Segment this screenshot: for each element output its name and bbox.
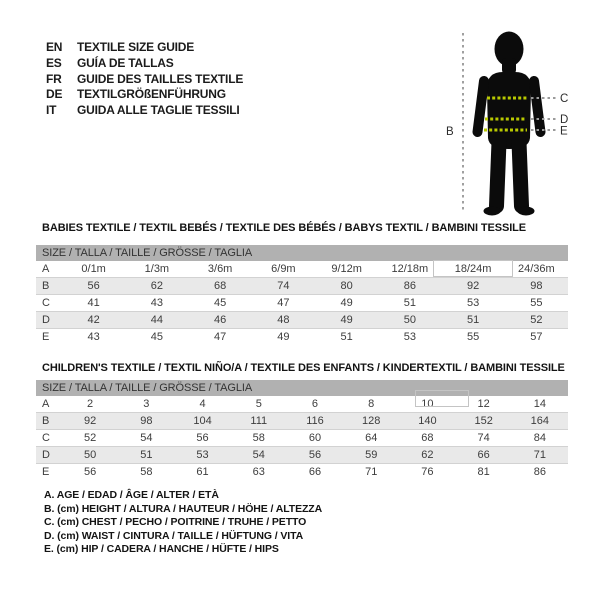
size-value: 66 <box>477 449 490 461</box>
table-row <box>36 429 568 446</box>
size-value: 47 <box>214 331 227 343</box>
size-value: 86 <box>533 466 546 478</box>
size-value: 57 <box>530 331 543 343</box>
size-value: 24/36m <box>518 263 555 275</box>
size-value: 98 <box>140 415 153 427</box>
size-value: 9/12m <box>331 263 362 275</box>
size-value: 51 <box>140 449 153 461</box>
size-value: 56 <box>196 432 209 444</box>
size-value: 59 <box>365 449 378 461</box>
size-value: 43 <box>87 331 100 343</box>
size-value: 4 <box>199 398 206 410</box>
size-value: 12/18m <box>391 263 429 275</box>
language-code: ES <box>46 55 62 70</box>
size-value: 60 <box>308 432 322 444</box>
language-code: IT <box>46 103 57 118</box>
size-value: 1/3m <box>144 263 170 275</box>
size-value: 58 <box>140 466 153 478</box>
table-row <box>36 328 568 345</box>
size-value: 71 <box>533 449 546 461</box>
size-value: 52 <box>530 314 543 326</box>
row-letter: C <box>42 432 50 444</box>
children-size-table <box>36 380 568 480</box>
table-row <box>36 412 568 429</box>
legend-line-age: A. AGE / EDAD / ÂGE / ALTER / ETÀ <box>44 489 219 501</box>
figure-label-waist: D <box>560 114 569 126</box>
language-row <box>46 40 243 56</box>
size-value: 54 <box>252 449 265 461</box>
size-header-band: SIZE / TALLA / TAILLE / GRÖSSE / TAGLIA <box>36 245 568 261</box>
size-value: 56 <box>83 466 97 478</box>
size-value: 51 <box>467 314 480 326</box>
size-value: 6/9m <box>271 263 296 275</box>
size-value: 18/24m <box>454 263 492 275</box>
size-value: 46 <box>214 314 227 326</box>
size-value: 53 <box>467 297 480 309</box>
row-letter: E <box>42 466 50 478</box>
size-value: 92 <box>83 415 97 427</box>
size-value: 51 <box>340 331 353 343</box>
size-value: 44 <box>150 314 163 326</box>
language-row <box>46 103 243 119</box>
table-row <box>36 396 568 412</box>
size-value: 63 <box>252 466 265 478</box>
table-row <box>36 463 568 480</box>
language-code: EN <box>46 40 63 54</box>
size-value: 56 <box>308 449 322 461</box>
babies-table-title: BABIES TEXTILE / TEXTIL BEBÉS / TEXTILE DES BÉBÉS / BABYS TEXTIL / BAMBINI TESSILE <box>42 222 527 234</box>
size-value: 81 <box>477 466 490 478</box>
size-value: 45 <box>214 297 227 309</box>
size-value: 45 <box>150 331 163 343</box>
row-letter: B <box>42 415 50 427</box>
measurement-legend <box>44 489 322 557</box>
size-value: 54 <box>140 432 153 444</box>
size-value: 50 <box>83 449 97 461</box>
size-header-band: SIZE / TALLA / TAILLE / GRÖSSE / TAGLIA <box>36 380 568 396</box>
size-value: 3/6m <box>207 263 233 275</box>
size-value: 53 <box>403 331 416 343</box>
size-value: 61 <box>196 466 209 478</box>
size-value: 43 <box>150 297 163 309</box>
size-value: 48 <box>277 314 290 326</box>
size-value: 111 <box>250 415 268 427</box>
language-row <box>46 87 243 103</box>
legend-line-chest: C. (cm) CHEST / PECHO / POITRINE / TRUHE / PETTO <box>44 516 307 528</box>
size-value: 6 <box>311 398 319 410</box>
size-value: 68 <box>214 280 227 292</box>
size-value: 66 <box>308 466 322 478</box>
legend-line-waist: D. (cm) WAIST / CINTURA / TAILLE / HÜFTUNG / VITA <box>44 529 304 542</box>
size-value: 51 <box>403 297 416 309</box>
size-value: 5 <box>255 398 262 410</box>
size-value: 52 <box>83 432 97 444</box>
row-letter: D <box>42 314 50 326</box>
size-value: 86 <box>403 280 416 292</box>
cell-selection-box-babies <box>433 260 513 277</box>
size-value: 49 <box>340 297 353 309</box>
language-row <box>46 72 243 88</box>
size-value: 42 <box>87 314 100 326</box>
figure-label-hip: E <box>560 125 568 138</box>
size-value: 68 <box>421 432 434 444</box>
size-value: 74 <box>477 432 490 444</box>
size-value: 104 <box>193 415 212 427</box>
size-value: 128 <box>362 415 381 427</box>
size-value: 50 <box>403 314 416 326</box>
size-value: 3 <box>143 398 150 410</box>
size-value: 76 <box>421 466 434 478</box>
language-code: DE <box>46 87 63 102</box>
child-measurement-figure <box>430 20 590 225</box>
language-title: GUÍA DE TALLAS <box>77 55 174 70</box>
size-value: 8 <box>368 398 375 410</box>
size-value: 71 <box>365 466 378 478</box>
legend-line-hip: E. (cm) HIP / CADERA / HANCHE / HÜFTE / HIPS <box>44 543 279 555</box>
size-value: 74 <box>277 280 290 292</box>
language-code: FR <box>46 71 62 86</box>
language-title-list <box>46 40 243 119</box>
size-value: 98 <box>530 280 543 292</box>
size-value: 53 <box>196 449 209 461</box>
table-row <box>36 294 568 311</box>
size-value: 10 <box>421 398 434 410</box>
size-value: 152 <box>474 415 493 427</box>
size-value: 62 <box>150 280 163 292</box>
table-row <box>36 446 568 463</box>
size-value: 49 <box>340 314 353 326</box>
legend-line-height: B. (cm) HEIGHT / ALTURA / HAUTEUR / HÖHE / ALTEZZA <box>44 502 323 515</box>
language-row <box>46 56 243 72</box>
table-row <box>36 277 568 294</box>
figure-label-height: B <box>446 126 454 138</box>
size-value: 58 <box>252 432 265 444</box>
size-value: 64 <box>365 432 378 444</box>
size-value: 92 <box>467 280 480 292</box>
size-value: 41 <box>87 297 100 309</box>
size-value: 12 <box>477 398 490 410</box>
size-value: 2 <box>87 398 94 410</box>
size-value: 49 <box>277 331 290 343</box>
size-value: 84 <box>533 432 546 444</box>
size-value: 0/1m <box>81 263 106 275</box>
row-letter: A <box>42 263 50 275</box>
children-table-title: CHILDREN'S TEXTILE / TEXTIL NIÑO/A / TEXTILE DES ENFANTS / KINDERTEXTIL / BAMBINI TESSILE <box>42 362 565 374</box>
row-letter: D <box>42 449 50 461</box>
size-value: 62 <box>421 449 434 461</box>
language-title: GUIDA ALLE TAGLIE TESSILI <box>77 103 240 118</box>
size-value: 47 <box>277 297 290 309</box>
size-value: 140 <box>418 415 437 427</box>
row-letter: B <box>42 280 50 292</box>
child-silhouette-icon <box>478 32 541 216</box>
cell-selection-box-children <box>415 390 469 407</box>
children-table-rows <box>36 396 568 480</box>
size-value: 55 <box>530 297 543 309</box>
row-letter: C <box>42 297 50 309</box>
language-title: GUIDE DES TAILLES TEXTILE <box>77 71 244 86</box>
size-value: 56 <box>87 280 100 292</box>
size-value: 55 <box>467 331 480 343</box>
size-value: 164 <box>530 415 550 427</box>
figure-label-chest: C <box>560 93 569 105</box>
size-value: 14 <box>533 398 546 410</box>
row-letter: A <box>42 398 50 410</box>
size-value: 80 <box>340 280 353 292</box>
table-row <box>36 311 568 328</box>
size-value: 116 <box>306 415 324 427</box>
row-letter: E <box>42 331 50 343</box>
language-title: TEXTILGRÖßENFÜHRUNG <box>77 87 226 102</box>
language-title: TEXTILE SIZE GUIDE <box>77 40 195 54</box>
